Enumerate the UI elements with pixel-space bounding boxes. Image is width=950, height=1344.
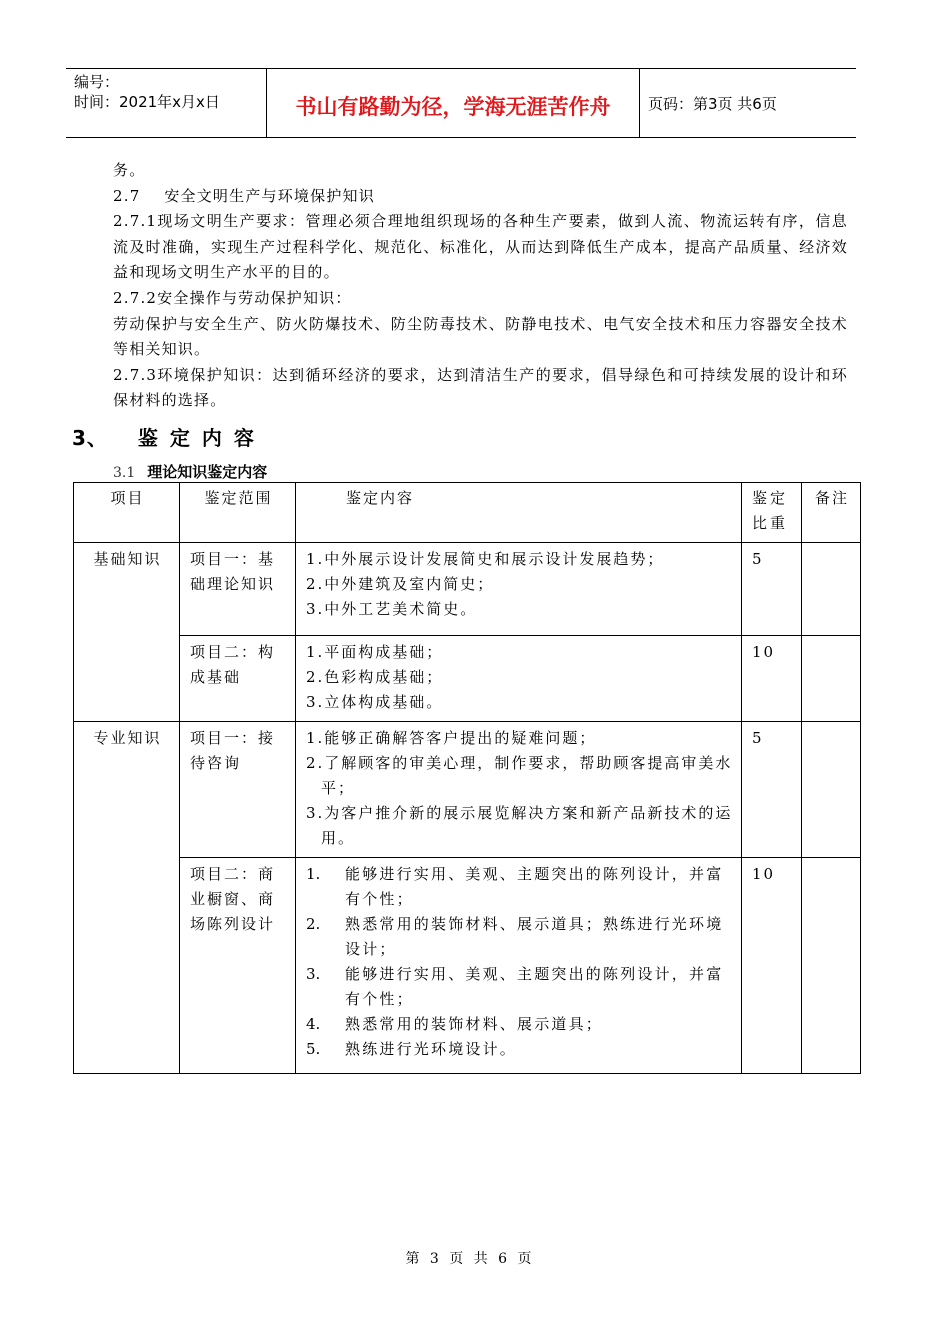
time-label: 时间：2021年x月x日: [74, 93, 220, 111]
note-cell: [802, 543, 861, 636]
weight-cell: 10: [742, 858, 802, 1074]
range-cell: 项目二：构成基础: [180, 636, 296, 722]
note-cell: [802, 858, 861, 1074]
subsection-heading: 2.7 安全文明生产与环境保护知识: [113, 186, 375, 205]
section-number: 3、: [72, 426, 108, 450]
group-name: 专业知识: [74, 722, 180, 1074]
header-content: 鉴定内容: [296, 483, 742, 543]
motto: 书山有路勤为径，学海无涯苦作舟: [295, 95, 611, 119]
range-cell: 项目一：接待咨询: [180, 722, 296, 858]
content-item: 3.中外工艺美术简史。: [306, 600, 478, 618]
content-item: 3.为客户推介新的展示展览解决方案和新产品新技术的运用。: [306, 804, 733, 847]
header-motto-cell: [267, 69, 640, 137]
footer-page-number: 第 3 页 共 6 页: [405, 1251, 535, 1267]
content-cell: [296, 543, 742, 636]
content-item: 2.色彩构成基础；: [306, 668, 444, 686]
page-header: [66, 68, 856, 138]
subsection-heading: 2.7.2安全操作与劳动保护知识：: [113, 288, 352, 307]
content-item: 2.了解顾客的审美心理，制作要求，帮助顾客提高审美水平；: [306, 754, 733, 797]
header-meta: [66, 69, 267, 137]
header-weight: 鉴定比重: [742, 483, 802, 543]
content-item: 2. 熟悉常用的装饰材料、展示道具；熟练进行光环境设计；: [306, 915, 724, 958]
note-cell: [802, 722, 861, 858]
code-label: 编号：: [74, 73, 120, 91]
content-item: 1.平面构成基础；: [306, 643, 444, 661]
subsection-number: 3.1: [113, 465, 136, 481]
content-cell: [296, 722, 742, 858]
table-row: [74, 636, 861, 722]
group-name: 基础知识: [74, 543, 180, 722]
header-note: 备注: [802, 483, 861, 543]
header-page-cell: [640, 69, 856, 137]
subsection-title: 理论知识鉴定内容: [147, 463, 268, 481]
header-item: 项目: [74, 483, 180, 543]
content-cell: [296, 636, 742, 722]
table-row: [74, 543, 861, 636]
content-item: 1. 能够进行实用、美观、主题突出的陈列设计，并富有个性；: [306, 865, 724, 908]
paragraph: 2.7.3环境保护知识：达到循环经济的要求，达到清洁生产的要求，倡导绿色和可持续发展的设计和环保材料的选择。: [113, 365, 848, 410]
paragraph: 务。: [113, 161, 146, 179]
section-heading: [72, 422, 266, 451]
content-item: 5. 熟练进行光环境设计。: [306, 1040, 518, 1058]
table-header-row: [74, 483, 861, 543]
section-title: 鉴定内容: [137, 426, 266, 450]
range-cell: 项目二：商业橱窗、商场陈列设计: [180, 858, 296, 1074]
range-cell: 项目一：基础理论知识: [180, 543, 296, 636]
content-item: 1.能够正确解答客户提出的疑难问题；: [306, 729, 597, 747]
content-item: 4. 熟悉常用的装饰材料、展示道具；: [306, 1015, 604, 1033]
paragraph: 劳动保护与安全生产、防火防爆技术、防尘防毒技术、防静电技术、电气安全技术和压力容器安全技术等相关知识。: [113, 314, 848, 359]
subsection-heading: [113, 461, 267, 482]
content-item: 1.中外展示设计发展简史和展示设计发展趋势；: [306, 550, 665, 568]
page-footer: [0, 1248, 950, 1268]
table-row: [74, 858, 861, 1074]
weight-cell: 10: [742, 636, 802, 722]
content-cell: [296, 858, 742, 1074]
weight-cell: 5: [742, 543, 802, 636]
content-item: 3.立体构成基础。: [306, 693, 444, 711]
content-item: 2.中外建筑及室内简史；: [306, 575, 495, 593]
knowledge-table: [73, 482, 861, 1074]
paragraph: 2.7.1现场文明生产要求：管理必须合理地组织现场的各种生产要素，做到人流、物流运转有序，信息流及时准确，实现生产过程科学化、规范化、标准化，从而达到降低生产成本，提高产品质量、经济效益和现场文明生产水平的目的。: [113, 212, 848, 282]
header-page-number: 页码：第3页 共6页: [648, 95, 777, 113]
content-item: 3. 能够进行实用、美观、主题突出的陈列设计，并富有个性；: [306, 965, 724, 1008]
table-row: [74, 722, 861, 858]
body-text: [113, 158, 848, 414]
weight-cell: 5: [742, 722, 802, 858]
note-cell: [802, 636, 861, 722]
header-range: 鉴定范围: [180, 483, 296, 543]
